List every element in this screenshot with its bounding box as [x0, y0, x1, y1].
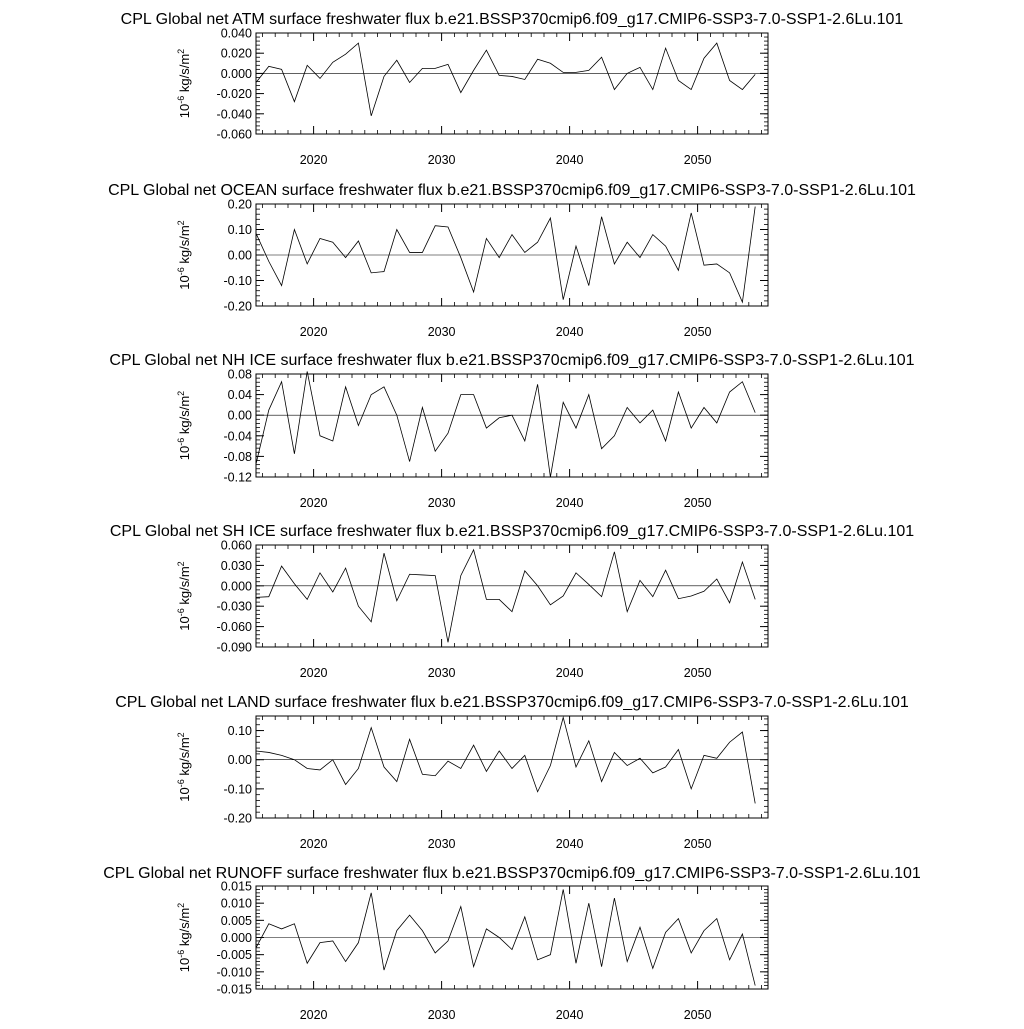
y-tick-label: 0.08	[227, 367, 252, 382]
y-tick-label: -0.040	[216, 107, 252, 122]
series-line	[256, 371, 755, 477]
x-tick-label: 2030	[427, 1008, 456, 1022]
y-axis-label	[176, 220, 192, 289]
x-tick-label: 2040	[555, 325, 584, 339]
x-tick-label: 2050	[683, 837, 712, 851]
x-tick-label: 2040	[555, 496, 584, 510]
y-axis-label	[176, 732, 192, 801]
ylabel-exp: -6	[176, 267, 186, 276]
y-tick-label: 0.00	[227, 753, 252, 768]
y-tick-label: 0.010	[220, 896, 252, 911]
chart-title: CPL Global net NH ICE surface freshwater flux b.e21.BSSP370cmip6.f09_g17.CMIP6-SSP3-7.0-SSP1-2.6Lu.101	[109, 352, 915, 369]
y-tick-label: 0.040	[220, 26, 252, 41]
ylabel-unit: kg/s/m	[177, 737, 192, 780]
y-tick-label: 0.015	[220, 879, 252, 894]
ylabel-base: 10	[177, 787, 192, 802]
ylabel-unit: kg/s/m	[177, 395, 192, 438]
y-tick-label: -0.12	[223, 470, 252, 485]
series-line	[256, 717, 755, 803]
y-tick-label: -0.08	[223, 449, 252, 464]
y-tick-label: 0.20	[227, 197, 252, 212]
ylabel-unit: kg/s/m	[177, 566, 192, 609]
x-tick-label: 2040	[555, 837, 584, 851]
y-tick-label: 0.000	[220, 931, 252, 945]
ylabel-base: 10	[177, 275, 192, 290]
y-tick-label: 0.005	[220, 913, 252, 928]
x-tick-label: 2020	[299, 837, 328, 851]
ylabel-exp: -6	[176, 608, 186, 617]
y-tick-label: -0.10	[223, 274, 252, 288]
chart-title: CPL Global net RUNOFF surface freshwater flux b.e21.BSSP370cmip6.f09_g17.CMIP6-SSP3-7.0-SSP1-2.6Lu.101	[103, 865, 921, 882]
ylabel-base: 10	[177, 957, 192, 973]
y-tick-label: -0.20	[223, 811, 252, 826]
y-tick-label: -0.060	[216, 127, 252, 142]
ylabel-exp: -6	[176, 949, 186, 958]
x-tick-label: 2050	[683, 325, 712, 339]
ylabel-base: 10	[177, 445, 192, 461]
chart-panel-4	[115, 694, 909, 851]
x-tick-label: 2050	[683, 496, 712, 510]
x-tick-label: 2050	[683, 666, 712, 680]
y-tick-label: -0.010	[216, 965, 252, 980]
x-tick-label: 2020	[299, 153, 328, 167]
chart-panel-3	[110, 523, 914, 680]
plot-frame	[256, 33, 768, 134]
y-axis-label	[176, 903, 192, 972]
x-tick-label: 2040	[555, 153, 584, 167]
plot-frame	[256, 716, 768, 818]
x-tick-label: 2050	[683, 1008, 712, 1022]
y-tick-label: -0.020	[216, 87, 252, 102]
ylabel-base: 10	[177, 103, 192, 119]
ylabel-unit-exp: 2	[176, 48, 186, 54]
ylabel-unit-exp: 2	[176, 561, 186, 567]
y-tick-label: 0.020	[220, 46, 252, 61]
series-line	[256, 43, 755, 116]
y-axis-label	[176, 561, 192, 630]
y-axis-label	[176, 49, 192, 118]
x-tick-label: 2020	[299, 666, 328, 680]
y-tick-label: 0.030	[220, 558, 252, 573]
ylabel-exp: -6	[176, 779, 186, 788]
chart-title: CPL Global net ATM surface freshwater flux b.e21.BSSP370cmip6.f09_g17.CMIP6-SSP3-7.0-SSP1-2.6Lu.101	[120, 11, 904, 28]
x-tick-label: 2030	[427, 496, 456, 510]
y-tick-label: -0.20	[223, 299, 252, 314]
y-tick-label: 0.10	[227, 724, 252, 739]
ylabel-unit-exp: 2	[176, 732, 186, 738]
plot-frame	[256, 374, 768, 477]
x-tick-label: 2050	[683, 153, 712, 167]
ylabel-unit-exp: 2	[176, 220, 186, 226]
series-line	[256, 550, 755, 642]
y-tick-label: 0.10	[227, 223, 252, 237]
y-tick-label: -0.005	[216, 948, 252, 963]
ylabel-exp: -6	[176, 95, 186, 104]
chart-title: CPL Global net LAND surface freshwater flux b.e21.BSSP370cmip6.f09_g17.CMIP6-SSP3-7.0-SSP1-2.6Lu.101	[115, 694, 909, 711]
chart-title: CPL Global net OCEAN surface freshwater flux b.e21.BSSP370cmip6.f09_g17.CMIP6-SSP3-7.0-SSP1-2.6Lu.101	[108, 182, 916, 199]
x-tick-label: 2020	[299, 496, 328, 510]
x-tick-label: 2030	[427, 153, 456, 167]
ylabel-unit: kg/s/m	[177, 907, 192, 950]
y-tick-label: 0.000	[220, 579, 252, 594]
y-tick-label: -0.04	[223, 429, 252, 444]
y-tick-label: 0.000	[220, 66, 252, 81]
ylabel-unit: kg/s/m	[177, 225, 192, 268]
ylabel-base: 10	[177, 616, 192, 631]
x-tick-label: 2030	[427, 837, 456, 851]
chart-panel-1	[108, 182, 916, 339]
y-tick-label: 0.00	[227, 248, 252, 263]
y-tick-label: -0.015	[216, 982, 252, 997]
series-line	[256, 207, 755, 303]
y-tick-label: 0.00	[227, 408, 252, 423]
ylabel-unit-exp: 2	[176, 902, 186, 908]
ylabel-unit: kg/s/m	[177, 53, 192, 96]
y-axis-label	[176, 391, 192, 460]
ylabel-exp: -6	[176, 437, 186, 446]
chart-panel-2	[109, 352, 914, 510]
x-tick-label: 2040	[555, 666, 584, 680]
x-tick-label: 2030	[427, 325, 456, 339]
chart-panel-5	[103, 865, 921, 1022]
x-tick-label: 2040	[555, 1008, 584, 1022]
ylabel-unit-exp: 2	[176, 390, 186, 396]
y-tick-label: -0.060	[216, 620, 252, 635]
y-tick-label: -0.030	[216, 599, 252, 614]
chart-title: CPL Global net SH ICE surface freshwater flux b.e21.BSSP370cmip6.f09_g17.CMIP6-SSP3-7.0-SSP1-2.6Lu.101	[109, 523, 915, 540]
y-tick-label: 0.060	[220, 538, 252, 553]
y-tick-label: 0.04	[227, 388, 252, 403]
chart-panel-0	[121, 11, 904, 167]
x-tick-label: 2020	[299, 325, 328, 339]
x-tick-label: 2030	[427, 666, 456, 680]
y-tick-label: -0.10	[223, 782, 252, 797]
x-tick-label: 2020	[299, 1008, 328, 1022]
y-tick-label: -0.090	[216, 640, 252, 655]
